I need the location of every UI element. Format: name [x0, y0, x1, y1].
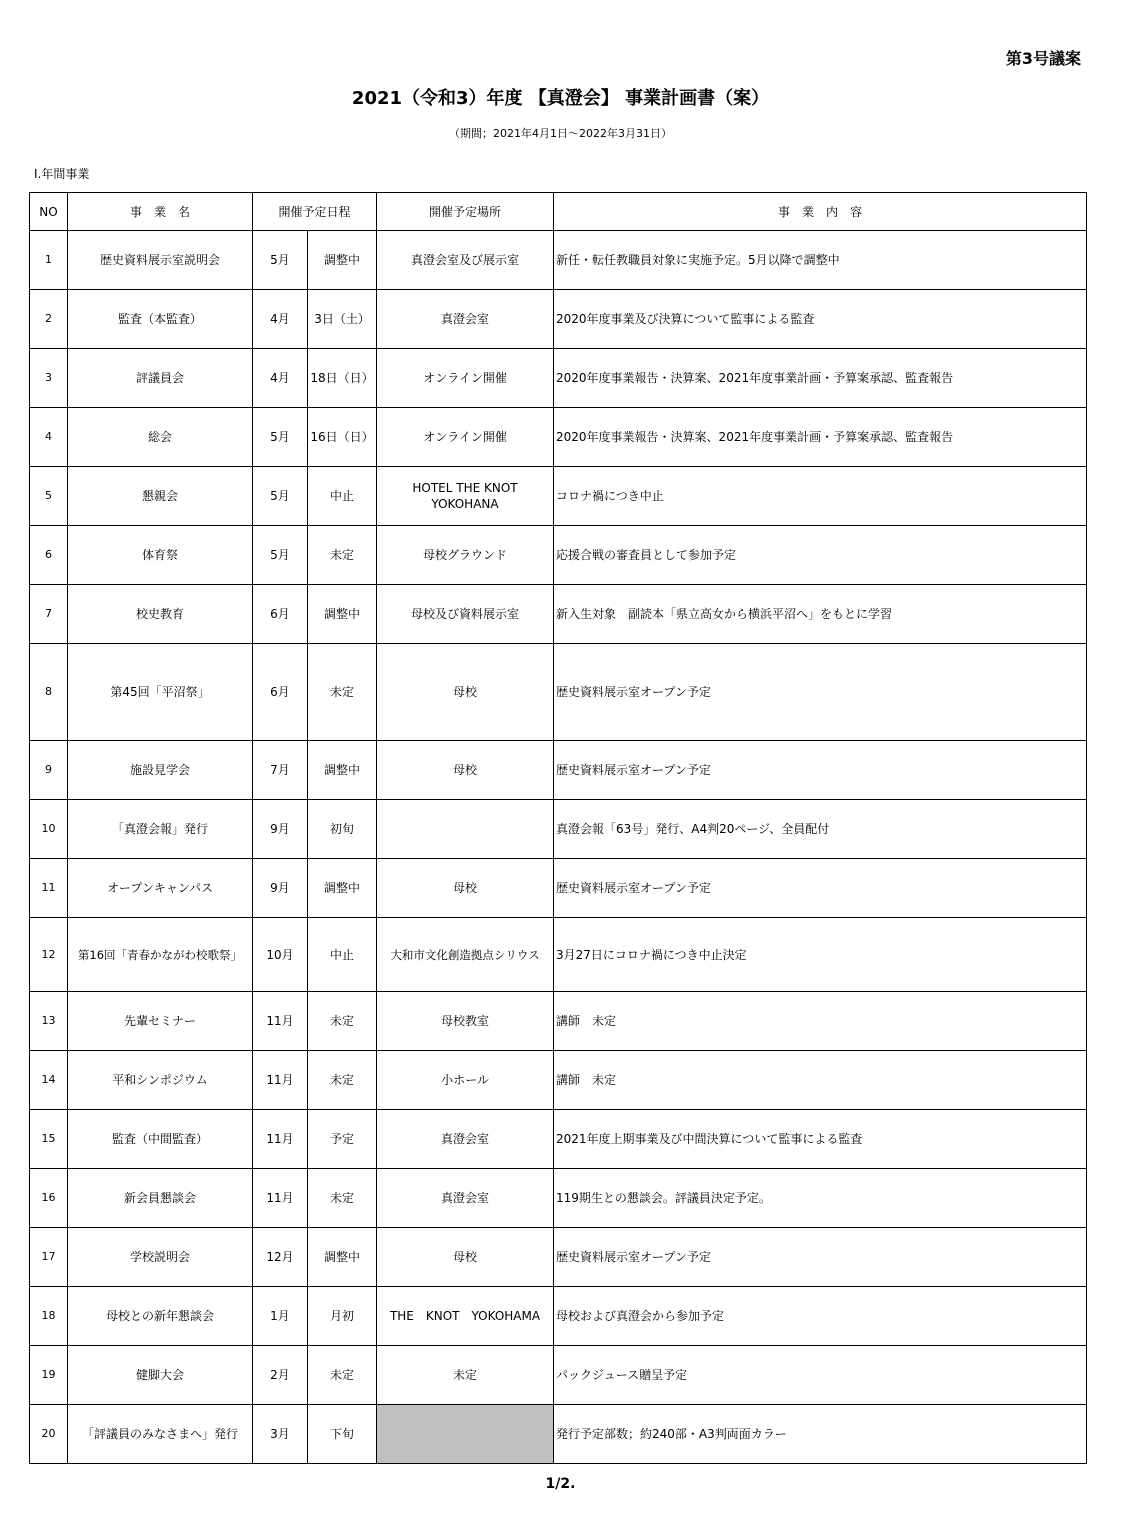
cell-place: 母校: [377, 859, 554, 918]
cell-no: 7: [30, 585, 68, 644]
cell-content: 講師 未定: [554, 992, 1087, 1051]
cell-month: 11月: [253, 992, 308, 1051]
page-number: 1/2.: [545, 1476, 576, 1492]
table-row: [30, 526, 1087, 585]
table-row: [30, 231, 1087, 290]
cell-place: THE KNOT YOKOHAMA: [377, 1287, 554, 1346]
cell-no: 17: [30, 1228, 68, 1287]
cell-name: 評議員会: [68, 349, 253, 408]
table-row: [30, 585, 1087, 644]
cell-place: オンライン開催: [377, 408, 554, 467]
cell-day: 未定: [308, 526, 377, 585]
cell-place: 母校: [377, 1228, 554, 1287]
cell-day: 調整中: [308, 585, 377, 644]
cell-content: 119期生との懇談会。評議員決定予定。: [554, 1169, 1087, 1228]
cell-no: 13: [30, 992, 68, 1051]
cell-name: 先輩セミナー: [68, 992, 253, 1051]
cell-place: 小ホール: [377, 1051, 554, 1110]
cell-month: 4月: [253, 290, 308, 349]
cell-content: 歴史資料展示室オープン予定: [554, 1228, 1087, 1287]
cell-place: [377, 800, 554, 859]
cell-day: 調整中: [308, 741, 377, 800]
cell-content: 2021年度上期事業及び中間決算について監事による監査: [554, 1110, 1087, 1169]
cell-month: 11月: [253, 1110, 308, 1169]
cell-month: 5月: [253, 231, 308, 290]
cell-day: 中止: [308, 918, 377, 992]
table-row: [30, 349, 1087, 408]
cell-day: 下旬: [308, 1405, 377, 1464]
cell-place: 母校グラウンド: [377, 526, 554, 585]
cell-day: 16日（日）: [308, 408, 377, 467]
cell-no: 16: [30, 1169, 68, 1228]
business-plan-table: [29, 192, 1087, 1464]
cell-name: 第45回「平沼祭」: [68, 644, 253, 741]
cell-name: 監査（中間監査）: [68, 1110, 253, 1169]
cell-place: 真澄会室及び展示室: [377, 231, 554, 290]
cell-name: 歴史資料展示室説明会: [68, 231, 253, 290]
cell-place: 大和市文化創造拠点シリウス: [377, 918, 554, 992]
cell-month: 11月: [253, 1051, 308, 1110]
cell-content: 歴史資料展示室オープン予定: [554, 741, 1087, 800]
cell-no: 6: [30, 526, 68, 585]
cell-no: 12: [30, 918, 68, 992]
cell-no: 9: [30, 741, 68, 800]
cell-no: 10: [30, 800, 68, 859]
header-name: 事 業 名: [68, 193, 253, 231]
cell-month: 9月: [253, 800, 308, 859]
cell-name: 第16回「青春かながわ校歌祭」: [68, 918, 253, 992]
cell-no: 19: [30, 1346, 68, 1405]
cell-day: 月初: [308, 1287, 377, 1346]
cell-no: 14: [30, 1051, 68, 1110]
cell-month: 5月: [253, 526, 308, 585]
cell-no: 15: [30, 1110, 68, 1169]
cell-name: 健脚大会: [68, 1346, 253, 1405]
table-row: [30, 1405, 1087, 1464]
cell-place: 未定: [377, 1346, 554, 1405]
cell-place: 真澄会室: [377, 1110, 554, 1169]
cell-place: 母校: [377, 644, 554, 741]
cell-day: 予定: [308, 1110, 377, 1169]
cell-name: 総会: [68, 408, 253, 467]
cell-month: 11月: [253, 1169, 308, 1228]
cell-no: 2: [30, 290, 68, 349]
table-row: [30, 1169, 1087, 1228]
cell-no: 20: [30, 1405, 68, 1464]
cell-place: 母校及び資料展示室: [377, 585, 554, 644]
cell-name: 施設見学会: [68, 741, 253, 800]
table-row: [30, 1287, 1087, 1346]
table-row: [30, 467, 1087, 526]
header-date: 開催予定日程: [253, 193, 377, 231]
cell-content: 講師 未定: [554, 1051, 1087, 1110]
table-body: [30, 231, 1087, 1464]
cell-month: 5月: [253, 408, 308, 467]
cell-month: 1月: [253, 1287, 308, 1346]
table-row: [30, 800, 1087, 859]
cell-place: HOTEL THE KNOT YOKOHANA: [377, 467, 554, 526]
cell-content: 新入生対象 副読本「県立高女から横浜平沼へ」をもとに学習: [554, 585, 1087, 644]
cell-month: 6月: [253, 644, 308, 741]
cell-day: 未定: [308, 1346, 377, 1405]
cell-month: 3月: [253, 1405, 308, 1464]
table-row: [30, 644, 1087, 741]
cell-place: 母校: [377, 741, 554, 800]
header-place: 開催予定場所: [377, 193, 554, 231]
cell-day: 初旬: [308, 800, 377, 859]
cell-day: 未定: [308, 992, 377, 1051]
cell-day: 中止: [308, 467, 377, 526]
cell-no: 18: [30, 1287, 68, 1346]
cell-place: 真澄会室: [377, 290, 554, 349]
table-row: [30, 1051, 1087, 1110]
cell-month: 5月: [253, 467, 308, 526]
table-row: [30, 1110, 1087, 1169]
cell-place: 真澄会室: [377, 1169, 554, 1228]
cell-name: 平和シンポジウム: [68, 1051, 253, 1110]
table-header-row: [30, 193, 1087, 231]
cell-content: 2020年度事業報告・決算案、2021年度事業計画・予算案承認、監査報告: [554, 408, 1087, 467]
cell-content: 2020年度事業報告・決算案、2021年度事業計画・予算案承認、監査報告: [554, 349, 1087, 408]
cell-day: 未定: [308, 644, 377, 741]
cell-name: 母校との新年懇談会: [68, 1287, 253, 1346]
cell-content: 母校および真澄会から参加予定: [554, 1287, 1087, 1346]
section-heading: Ⅰ.年間事業: [34, 167, 90, 181]
cell-place: オンライン開催: [377, 349, 554, 408]
cell-month: 9月: [253, 859, 308, 918]
cell-content: 3月27日にコロナ禍につき中止決定: [554, 918, 1087, 992]
cell-day: 未定: [308, 1169, 377, 1228]
cell-name: 「真澄会報」発行: [68, 800, 253, 859]
cell-month: 7月: [253, 741, 308, 800]
table-row: [30, 1228, 1087, 1287]
cell-content: 応援合戦の審査員として参加予定: [554, 526, 1087, 585]
cell-no: 11: [30, 859, 68, 918]
document-period: （期間；2021年4月1日～2022年3月31日）: [449, 127, 672, 140]
cell-content: 新任・転任教職員対象に実施予定。5月以降で調整中: [554, 231, 1087, 290]
cell-content: 真澄会報「63号」発行、A4判20ページ、全員配付: [554, 800, 1087, 859]
cell-day: 調整中: [308, 231, 377, 290]
cell-month: 2月: [253, 1346, 308, 1405]
cell-place: [377, 1405, 554, 1464]
table-row: [30, 290, 1087, 349]
cell-no: 3: [30, 349, 68, 408]
cell-place: 母校教室: [377, 992, 554, 1051]
cell-name: 懇親会: [68, 467, 253, 526]
cell-month: 6月: [253, 585, 308, 644]
cell-no: 1: [30, 231, 68, 290]
cell-content: 歴史資料展示室オープン予定: [554, 644, 1087, 741]
cell-month: 4月: [253, 349, 308, 408]
document-title: 2021（令和3）年度 【真澄会】 事業計画書（案）: [351, 88, 770, 109]
cell-name: 体育祭: [68, 526, 253, 585]
cell-content: コロナ禍につき中止: [554, 467, 1087, 526]
cell-content: 歴史資料展示室オープン予定: [554, 859, 1087, 918]
cell-no: 8: [30, 644, 68, 741]
cell-month: 12月: [253, 1228, 308, 1287]
cell-month: 10月: [253, 918, 308, 992]
cell-day: 未定: [308, 1051, 377, 1110]
table-row: [30, 741, 1087, 800]
cell-day: 3日（土）: [308, 290, 377, 349]
table-row: [30, 992, 1087, 1051]
header-content: 事 業 内 容: [554, 193, 1087, 231]
agenda-number: 第3号議案: [1005, 49, 1081, 68]
table-row: [30, 859, 1087, 918]
cell-day: 調整中: [308, 1228, 377, 1287]
table-row: [30, 918, 1087, 992]
table-row: [30, 1346, 1087, 1405]
cell-content: 2020年度事業及び決算について監事による監査: [554, 290, 1087, 349]
cell-no: 4: [30, 408, 68, 467]
cell-name: オープンキャンパス: [68, 859, 253, 918]
table-row: [30, 408, 1087, 467]
cell-name: 「評議員のみなさまへ」発行: [68, 1405, 253, 1464]
cell-name: 監査（本監査）: [68, 290, 253, 349]
cell-name: 新会員懇談会: [68, 1169, 253, 1228]
cell-content: パックジュース贈呈予定: [554, 1346, 1087, 1405]
header-no: NO: [30, 193, 68, 231]
cell-day: 18日（日）: [308, 349, 377, 408]
cell-name: 校史教育: [68, 585, 253, 644]
cell-no: 5: [30, 467, 68, 526]
cell-content: 発行予定部数；約240部・A3判両面カラー: [554, 1405, 1087, 1464]
cell-day: 調整中: [308, 859, 377, 918]
cell-name: 学校説明会: [68, 1228, 253, 1287]
